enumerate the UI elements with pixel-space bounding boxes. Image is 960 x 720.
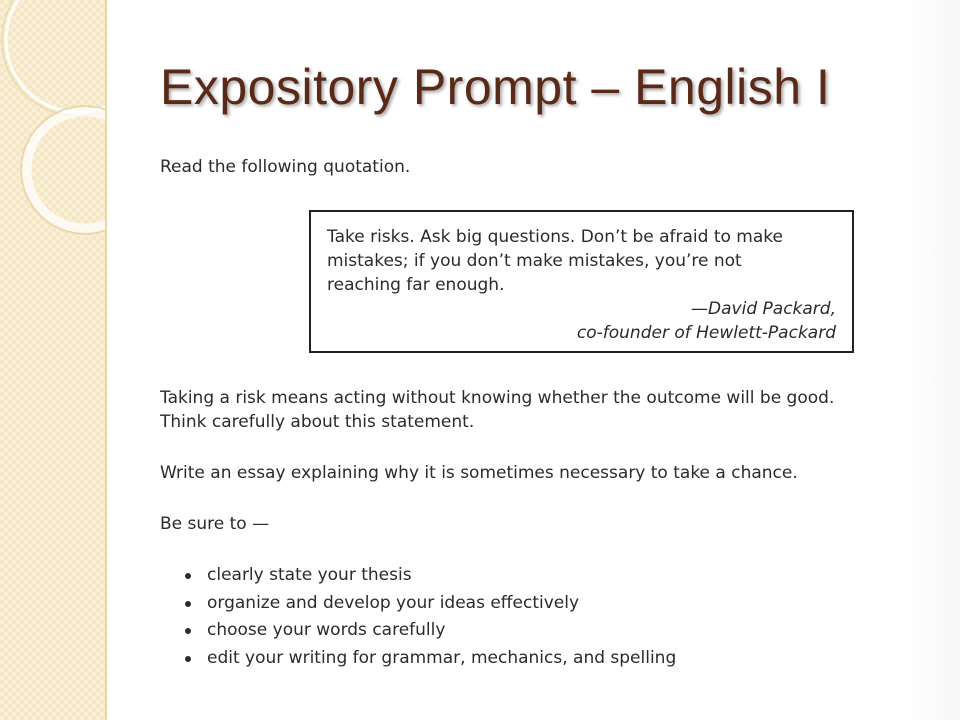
decorative-circle-ring-outline [21,106,105,234]
statement-line: Taking a risk means acting without knowing whether the outcome will be good. [160,388,835,408]
bullet-icon [185,573,191,579]
statement-text [160,386,834,434]
bullet-icon [185,601,191,607]
list-item-text: clearly state your thesis [207,565,412,585]
decorative-circle-large-outline [2,0,105,116]
statement-line: Think carefully about this statement. [160,412,475,432]
decorative-circles [0,0,105,720]
bullet-icon [185,656,191,662]
quote-line: reaching far enough. [327,275,505,295]
slide-title: Expository Prompt – English I [160,59,831,115]
list-item-text: organize and develop your ideas effectively [207,592,580,613]
checklist [182,562,676,672]
list-item [182,590,676,618]
task-text: Write an essay explaining why it is sometimes necessary to take a chance. [160,463,798,483]
list-item-text: edit your writing for grammar, mechanics, and spelling [207,647,677,668]
list-item [182,562,676,590]
bullet-icon [185,628,191,634]
quote-line: mistakes; if you don’t make mistakes, you’re not [327,251,742,271]
decorative-circle-large [6,0,105,112]
instruction-text: Read the following quotation. [160,157,411,177]
list-item-text: choose your words carefully [207,620,446,640]
list-item [182,645,676,673]
quote-attribution [577,297,836,345]
quote-box [309,210,854,353]
decorative-sidebar [0,0,107,720]
list-item [182,617,676,645]
quote-author: —David Packard, [691,299,836,319]
quote-author-role: co-founder of Hewlett-Packard [576,323,836,343]
be-sure-label: Be sure to — [160,514,270,534]
content-shade [905,0,960,720]
quote-line: Take risks. Ask big questions. Don’t be afraid to make [327,227,783,247]
decorative-circle-ring [27,112,105,228]
quote-text [327,225,783,297]
